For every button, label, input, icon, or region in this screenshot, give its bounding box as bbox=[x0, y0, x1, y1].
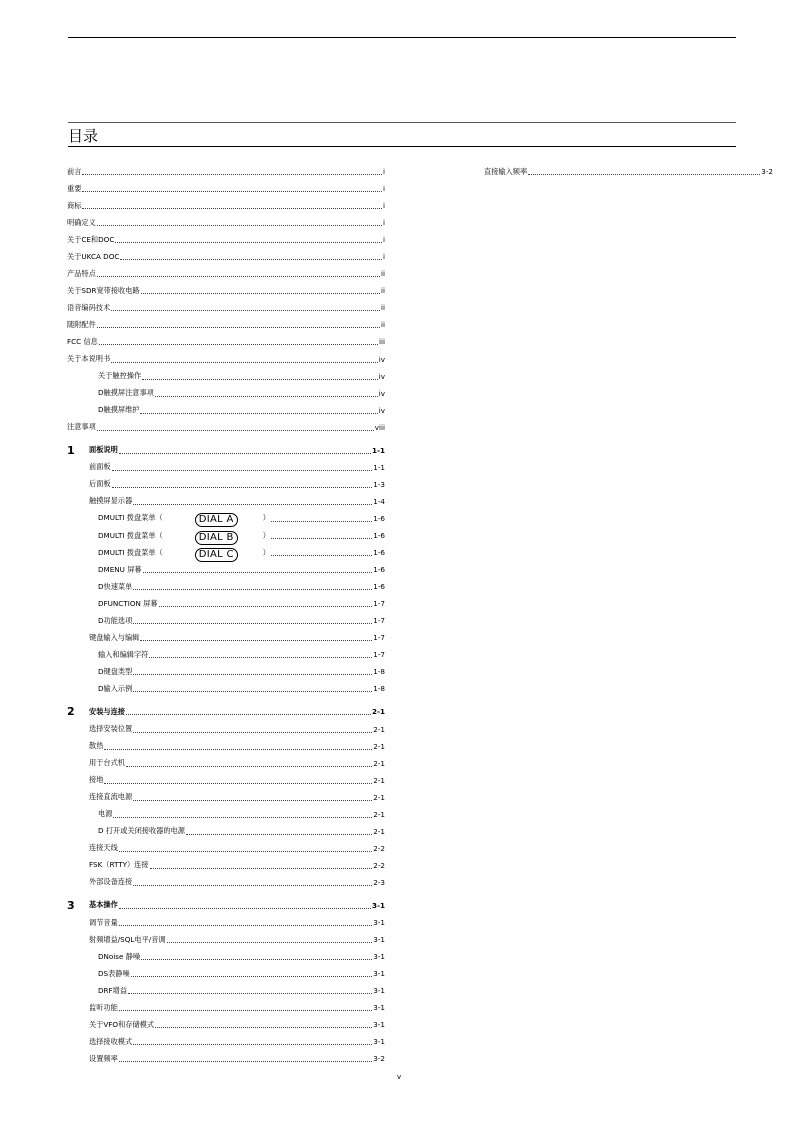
toc-entry-label: 连接直流电源 bbox=[89, 792, 133, 802]
toc-entry-label: FSK（RTTY）连接 bbox=[89, 860, 149, 870]
toc-entry[interactable] bbox=[67, 806, 385, 823]
toc-entry-page: iv bbox=[378, 354, 385, 364]
leader-dots bbox=[141, 959, 372, 960]
toc-entry-label: 关于CE和DOC bbox=[67, 234, 115, 244]
toc-entry[interactable] bbox=[67, 738, 385, 755]
toc-entry-label: 设置频率 bbox=[89, 1053, 118, 1063]
toc-entry[interactable] bbox=[67, 442, 385, 459]
toc-entry-page: 3-1 bbox=[372, 900, 385, 910]
toc-entry-page: 3-1 bbox=[373, 1003, 385, 1013]
toc-entry[interactable] bbox=[67, 772, 385, 789]
leader-dots bbox=[142, 379, 378, 380]
toc-entry[interactable] bbox=[67, 197, 385, 214]
leader-dots bbox=[104, 749, 372, 750]
toc-entry-label: 连接天线 bbox=[89, 843, 118, 853]
leader-dots bbox=[133, 1044, 372, 1045]
leader-dots bbox=[133, 885, 372, 886]
toc-entry[interactable] bbox=[67, 527, 385, 544]
toc-entry[interactable] bbox=[67, 646, 385, 663]
toc-entry[interactable] bbox=[67, 965, 385, 982]
leader-dots bbox=[97, 327, 380, 328]
toc-entry[interactable] bbox=[67, 459, 385, 476]
toc-entry-page: 2-1 bbox=[373, 809, 385, 819]
toc-entry-page: iv bbox=[378, 388, 385, 398]
toc-entry-label: 射频增益/SQL电平/音调 bbox=[89, 934, 166, 944]
toc-entry-page: 3-2 bbox=[373, 1054, 385, 1064]
toc-entry-page: viii bbox=[374, 422, 385, 432]
leader-dots bbox=[159, 606, 373, 607]
toc-entry[interactable] bbox=[67, 897, 385, 914]
toc-entry-page: i bbox=[383, 184, 385, 194]
toc-entry-label: 电源 bbox=[98, 809, 113, 819]
toc-entry-label: 关于VFO和存储模式 bbox=[89, 1019, 155, 1029]
toc-entry-label: 外部设备连接 bbox=[89, 877, 133, 887]
leader-dots bbox=[111, 310, 380, 311]
toc-entry-page: ii bbox=[381, 269, 385, 279]
toc-entry-page: 3-1 bbox=[373, 935, 385, 945]
toc-entry-label: 接地 bbox=[89, 775, 104, 785]
toc-entry-label: DMULTI 拨盘菜单（ DIAL C ） bbox=[98, 547, 270, 560]
toc-entry-page: 2-3 bbox=[373, 877, 385, 887]
page-title: 目录 bbox=[68, 127, 99, 145]
toc-entry[interactable] bbox=[67, 510, 385, 527]
toc-entry-label: 面板说明 bbox=[89, 445, 118, 455]
leader-dots bbox=[97, 430, 374, 431]
leader-dots bbox=[82, 174, 382, 175]
toc-entry[interactable] bbox=[67, 493, 385, 510]
toc-entry-label: DRF增益 bbox=[98, 985, 128, 995]
toc-entry-label: DNoise 静噪 bbox=[98, 951, 141, 961]
toc-entry-page: 2-1 bbox=[373, 741, 385, 751]
toc-entry-page: 1-3 bbox=[373, 479, 385, 489]
toc-entry[interactable] bbox=[67, 248, 385, 265]
leader-dots bbox=[82, 208, 382, 209]
toc-entry-page: 3-1 bbox=[373, 1037, 385, 1047]
toc-entry[interactable] bbox=[67, 595, 385, 612]
toc-entry-page: 2-1 bbox=[373, 724, 385, 734]
dial-badge: DIAL A bbox=[195, 513, 238, 527]
toc-entry-label: 监听功能 bbox=[89, 1002, 118, 1012]
toc-entry[interactable] bbox=[67, 629, 385, 646]
toc-entry[interactable] bbox=[67, 1050, 385, 1067]
toc-entry-page: 2-2 bbox=[373, 843, 385, 853]
toc-entry[interactable] bbox=[67, 857, 385, 874]
dial-badge: DIAL B bbox=[195, 531, 238, 545]
toc-entry[interactable] bbox=[67, 982, 385, 999]
chapter-number: 1 bbox=[67, 443, 75, 457]
toc-entry-page: 1-7 bbox=[373, 616, 385, 626]
chapter-number: 3 bbox=[67, 898, 75, 912]
toc-entry-label: D输入示例 bbox=[98, 683, 133, 693]
toc-entry-page: 2-1 bbox=[372, 707, 385, 717]
leader-dots bbox=[133, 691, 372, 692]
leader-dots bbox=[167, 942, 373, 943]
leader-dots bbox=[133, 623, 372, 624]
toc-entry[interactable] bbox=[67, 948, 385, 965]
toc-entry-page: 3-2 bbox=[761, 167, 773, 177]
toc-entry-label: 调节音量 bbox=[89, 917, 118, 927]
toc-entry-label: FCC 信息 bbox=[67, 336, 98, 346]
title-rule-top bbox=[68, 122, 736, 123]
toc-entry-label: DMENU 屏幕 bbox=[98, 564, 142, 574]
toc-entry-page: 2-1 bbox=[373, 792, 385, 802]
toc-entry-label: 明确定义 bbox=[67, 217, 96, 227]
toc-entry[interactable] bbox=[67, 1016, 385, 1033]
toc-entry-label: DS表静噪 bbox=[98, 968, 130, 978]
leader-dots bbox=[119, 908, 371, 909]
leader-dots bbox=[133, 504, 372, 505]
header-rule bbox=[68, 37, 736, 38]
toc-entry-label: 散热 bbox=[89, 741, 104, 751]
leader-dots bbox=[133, 674, 372, 675]
leader-dots bbox=[82, 191, 382, 192]
toc-entry-label: 基本操作 bbox=[89, 900, 118, 910]
toc-entry-page: 3-1 bbox=[373, 986, 385, 996]
leader-dots bbox=[186, 834, 372, 835]
toc-entry-page: 2-1 bbox=[373, 758, 385, 768]
toc-entry-page: 3-1 bbox=[373, 969, 385, 979]
toc-entry-page: 1-7 bbox=[373, 633, 385, 643]
toc-entry-label: 触摸屏显示器 bbox=[89, 496, 133, 506]
toc-entry-label: D键盘类型 bbox=[98, 666, 133, 676]
toc-entry-label: 安装与连接 bbox=[89, 706, 125, 716]
toc-entry-label: 选择接收模式 bbox=[89, 1036, 133, 1046]
toc-entry[interactable] bbox=[67, 914, 385, 931]
dial-badge: DIAL C bbox=[195, 548, 238, 562]
toc-entry[interactable] bbox=[67, 578, 385, 595]
toc-entry[interactable] bbox=[67, 874, 385, 891]
toc-entry-label: 关于本说明书 bbox=[67, 354, 111, 364]
leader-dots bbox=[112, 487, 373, 488]
toc-entry-page: 1-6 bbox=[373, 548, 385, 558]
leader-dots bbox=[97, 225, 382, 226]
toc-entry-label: D触摸屏维护 bbox=[98, 405, 140, 415]
leader-dots bbox=[271, 538, 372, 539]
leader-dots bbox=[528, 174, 760, 175]
leader-dots bbox=[111, 362, 378, 363]
leader-dots bbox=[126, 766, 372, 767]
toc-entry-page: i bbox=[383, 235, 385, 245]
toc-entry-page: iii bbox=[379, 337, 385, 347]
toc-entry[interactable] bbox=[67, 368, 385, 385]
toc-entry-label: 随附配件 bbox=[67, 319, 96, 329]
leader-dots bbox=[131, 976, 373, 977]
toc-entry-page: 1-4 bbox=[373, 496, 385, 506]
toc-entry-page: 1-6 bbox=[373, 582, 385, 592]
leader-dots bbox=[104, 783, 372, 784]
toc-entry[interactable] bbox=[67, 823, 385, 840]
toc-entry[interactable] bbox=[67, 163, 385, 180]
leader-dots bbox=[140, 640, 372, 641]
toc-entry[interactable] bbox=[67, 931, 385, 948]
leader-dots bbox=[119, 1061, 372, 1062]
toc-right-column bbox=[484, 163, 773, 180]
leader-dots bbox=[149, 657, 372, 658]
toc-entry[interactable] bbox=[67, 214, 385, 231]
toc-entry[interactable] bbox=[67, 999, 385, 1016]
toc-entry-page: ii bbox=[381, 286, 385, 296]
toc-entry-page: i bbox=[383, 252, 385, 262]
leader-dots bbox=[126, 714, 371, 715]
leader-dots bbox=[141, 293, 380, 294]
toc-entry-label: 关于SDR宽带接收电路 bbox=[67, 285, 140, 295]
toc-entry-label: 用于台式机 bbox=[89, 758, 125, 768]
toc-entry-label: D 打开或关闭接收器的电源 bbox=[98, 826, 185, 836]
leader-dots bbox=[119, 453, 371, 454]
leader-dots bbox=[133, 589, 372, 590]
toc-entry-page: ii bbox=[381, 303, 385, 313]
toc-entry-page: 3-1 bbox=[373, 952, 385, 962]
toc-entry-label: DMULTI 拨盘菜单（ DIAL A ） bbox=[98, 513, 270, 526]
toc-entry-page: 2-2 bbox=[373, 860, 385, 870]
toc-entry-page: ii bbox=[381, 320, 385, 330]
toc-entry-page: i bbox=[383, 167, 385, 177]
toc-entry-page: 1-7 bbox=[373, 599, 385, 609]
toc-entry-page: 3-1 bbox=[373, 1020, 385, 1030]
toc-entry[interactable] bbox=[67, 180, 385, 197]
toc-entry-label: 选择安装位置 bbox=[89, 724, 133, 734]
toc-entry[interactable] bbox=[484, 163, 773, 180]
leader-dots bbox=[119, 851, 372, 852]
toc-entry-page: 1-6 bbox=[373, 513, 385, 523]
toc-entry-page: 1-1 bbox=[372, 445, 385, 455]
toc-entry-label: 前言 bbox=[67, 166, 82, 176]
toc-entry-label: DMULTI 拨盘菜单（ DIAL B ） bbox=[98, 530, 270, 543]
toc-entry[interactable] bbox=[67, 703, 385, 720]
toc-entry-page: 1-6 bbox=[373, 531, 385, 540]
toc-entry-label: 输入和编辑字符 bbox=[98, 649, 149, 659]
toc-entry[interactable] bbox=[67, 282, 385, 299]
toc-entry-page: i bbox=[383, 218, 385, 228]
chapter-number: 2 bbox=[67, 705, 75, 719]
toc-entry[interactable] bbox=[67, 789, 385, 806]
toc-entry-label: 重要 bbox=[67, 183, 82, 193]
toc-entry-page: 2-1 bbox=[373, 775, 385, 785]
toc-entry-label: D功能选项 bbox=[98, 615, 133, 625]
toc-entry-page: iv bbox=[378, 405, 385, 415]
leader-dots bbox=[119, 925, 372, 926]
toc-entry-page: iv bbox=[378, 371, 385, 381]
leader-dots bbox=[97, 276, 380, 277]
toc-entry-page: 2-1 bbox=[373, 826, 385, 836]
toc-entry-label: 后面板 bbox=[89, 479, 111, 489]
leader-dots bbox=[113, 817, 372, 818]
toc-entry-label: 语音编码技术 bbox=[67, 302, 111, 312]
leader-dots bbox=[140, 413, 377, 414]
leader-dots bbox=[271, 555, 372, 556]
toc-entry[interactable] bbox=[67, 402, 385, 419]
toc-entry[interactable] bbox=[67, 299, 385, 316]
toc-entry[interactable] bbox=[67, 663, 385, 680]
footer-page-number: v bbox=[397, 1073, 402, 1081]
leader-dots bbox=[115, 242, 382, 243]
leader-dots bbox=[155, 1027, 372, 1028]
toc-entry[interactable] bbox=[67, 265, 385, 282]
toc-entry-label: DFUNCTION 屏幕 bbox=[98, 598, 158, 608]
leader-dots bbox=[120, 259, 382, 260]
toc-entry[interactable] bbox=[67, 561, 385, 578]
leader-dots bbox=[271, 521, 372, 522]
leader-dots bbox=[133, 800, 372, 801]
toc-entry-label: 关于UKCA DOC bbox=[67, 251, 120, 261]
toc-entry[interactable] bbox=[67, 351, 385, 368]
toc-entry-label: 前面板 bbox=[89, 462, 111, 472]
toc-left-column bbox=[67, 163, 385, 1067]
leader-dots bbox=[143, 572, 373, 573]
toc-entry[interactable] bbox=[67, 755, 385, 772]
toc-entry[interactable] bbox=[67, 612, 385, 629]
toc-entry-page: i bbox=[383, 201, 385, 211]
toc-entry[interactable] bbox=[67, 385, 385, 402]
toc-entry[interactable] bbox=[67, 680, 385, 697]
toc-entry-page: 3-1 bbox=[373, 918, 385, 928]
toc-entry-label: 注意事项 bbox=[67, 422, 96, 432]
leader-dots bbox=[99, 344, 378, 345]
toc-entry-label: 商标 bbox=[67, 200, 82, 210]
toc-entry[interactable] bbox=[67, 840, 385, 857]
toc-entry[interactable] bbox=[67, 544, 385, 561]
toc-entry-label: D触摸屏注意事项 bbox=[98, 388, 154, 398]
toc-entry-page: 1-6 bbox=[373, 565, 385, 575]
toc-entry-label: 直接输入频率 bbox=[484, 166, 528, 176]
toc-entry-page: 1-7 bbox=[373, 650, 385, 660]
leader-dots bbox=[128, 993, 372, 994]
leader-dots bbox=[133, 732, 372, 733]
toc-entry-page: 1-8 bbox=[373, 684, 385, 694]
toc-entry-page: 1-8 bbox=[373, 667, 385, 677]
toc-entry-label: 关于触控操作 bbox=[98, 371, 142, 381]
toc-entry[interactable] bbox=[67, 419, 385, 436]
toc-entry-label: D快速菜单 bbox=[98, 581, 133, 591]
toc-entry[interactable] bbox=[67, 333, 385, 350]
leader-dots bbox=[112, 470, 373, 471]
toc-entry-page: 1-1 bbox=[373, 462, 385, 472]
leader-dots bbox=[150, 868, 373, 869]
toc-entry[interactable] bbox=[67, 1033, 385, 1050]
title-rule-bottom bbox=[68, 146, 736, 147]
toc-entry-label: 产品特点 bbox=[67, 268, 96, 278]
leader-dots bbox=[155, 396, 378, 397]
toc-entry[interactable] bbox=[67, 316, 385, 333]
toc-entry-label: 键盘输入与编辑 bbox=[89, 632, 140, 642]
toc-entry[interactable] bbox=[67, 231, 385, 248]
toc-entry[interactable] bbox=[67, 476, 385, 493]
leader-dots bbox=[119, 1010, 372, 1011]
toc-entry[interactable] bbox=[67, 721, 385, 738]
